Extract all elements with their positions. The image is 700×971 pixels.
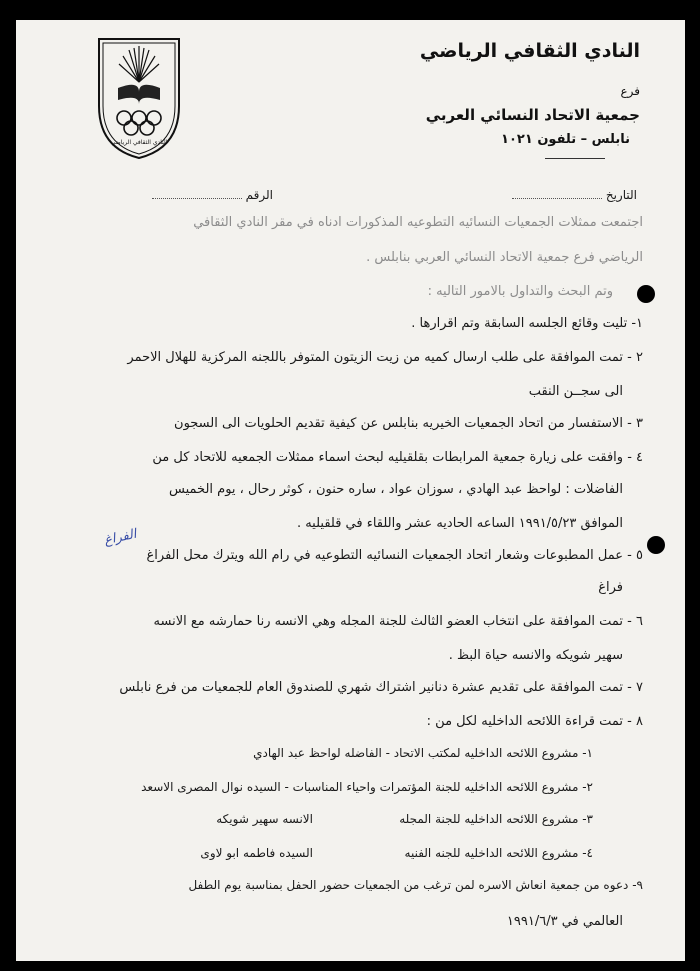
sub-item: ٤- مشروع اللائحه الداخليه للجنه الفنيه [404, 846, 593, 860]
handwritten-annotation: الفراغ [102, 526, 138, 549]
agenda-item-cont: العالمي في ١٩٩١/٦/٣ [506, 914, 623, 929]
agenda-item: ١- تليت وقائع الجلسه السابقة وتم اقرارها . [411, 316, 643, 331]
association-name: جمعية الاتحاد النسائي العربي [425, 106, 640, 124]
ref-label: الرقم [245, 188, 273, 202]
agenda-item-cont: الى سجــن النقب [528, 384, 623, 399]
header-underline [545, 158, 605, 159]
agenda-item-cont: فراغ [598, 580, 623, 595]
ref-field [148, 188, 273, 202]
sub-item: ١- مشروع اللائحه الداخليه لمكتب الاتحاد - الفاضله لواحظ عبد الهادي [253, 746, 593, 760]
punch-hole [647, 536, 665, 554]
date-label: التاريخ [605, 188, 637, 202]
agenda-item: ٧ - تمت الموافقة على تقديم عشرة دنانير اشتراك شهري للصندوق العام للجمعيات من فرع نابلس [119, 680, 643, 695]
org-name: النادي الثقافي الرياضي [419, 40, 640, 62]
agenda-item: ٩- دعوه من جمعية انعاش الاسره لمن ترغب من الجمعيات حضور الحفل بمناسبة يوم الطفل [188, 878, 643, 892]
agenda-item: ٥ - عمل المطبوعات وشعار اتحاد الجمعيات النسائيه التطوعيه في رام الله ويترك محل الفراغ [146, 548, 643, 563]
date-field [508, 188, 637, 202]
intro-line: وتم البحث والتداول بالامور التاليه : [427, 284, 613, 299]
agenda-item: ٣ - الاستفسار من اتحاد الجمعيات الخيريه بنابلس عن كيفية تقديم الحلويات الى السجون [174, 416, 643, 431]
agenda-item: ٨ - تمت قراءة اللائحه الداخليه لكل من : [426, 714, 643, 729]
agenda-item: ٢ - تمت الموافقة على طلب ارسال كميه من زيت الزيتون المتوفر باللجنه المركزية للهلال الاحمر [127, 350, 643, 365]
sub-item-person: السيده فاطمه ابو لاوى [200, 846, 313, 860]
agenda-item-cont: الموافق ١٩٩١/٥/٢٣ الساعه الحاديه عشر واللقاء في قلقيليه . [296, 516, 623, 531]
branch-label: فرع [620, 84, 640, 98]
agenda-item-cont: الفاضلات : لواحظ عبد الهادي ، سوزان عواد ، ساره حنون ، كوثر رحال ، يوم الخميس [169, 482, 623, 497]
agenda-item-cont: سهير شويكه والانسه حياة البظ . [448, 648, 623, 663]
intro-line: الرياضي فرع جمعية الاتحاد النسائي العربي بنابلس . [366, 250, 643, 265]
agenda-item: ٤ - وافقت على زيارة جمعية المرابطات بقلقيليه لبحث اسماء ممثلات الجمعيه للاتحاد كل من [152, 450, 643, 465]
intro-line: اجتمعت ممثلات الجمعيات النسائيه التطوعيه المذكورات ادناه في مقر النادي الثقافي [193, 215, 643, 230]
location-phone: نابلس – تلفون ١٠٢١ [501, 132, 630, 147]
punch-hole [637, 285, 655, 303]
agenda-item: ٦ - تمت الموافقة على انتخاب العضو الثالث للجنة المجله وهي الانسه رنا حمارشه مع الانسه [153, 614, 643, 629]
sub-item: ٣- مشروع اللائحه الداخليه للجنة المجله [399, 812, 593, 826]
sub-item: ٢- مشروع اللائحه الداخليه للجنة المؤتمرات واحياء المناسبات - السيده نوال المصرى الاسعد [141, 780, 593, 794]
club-logo-emblem [96, 36, 182, 162]
logo-text: النادي الثقافي الرياضي [110, 139, 168, 146]
document-page [16, 20, 685, 961]
sub-item-person: الانسه سهير شويكه [216, 812, 313, 826]
